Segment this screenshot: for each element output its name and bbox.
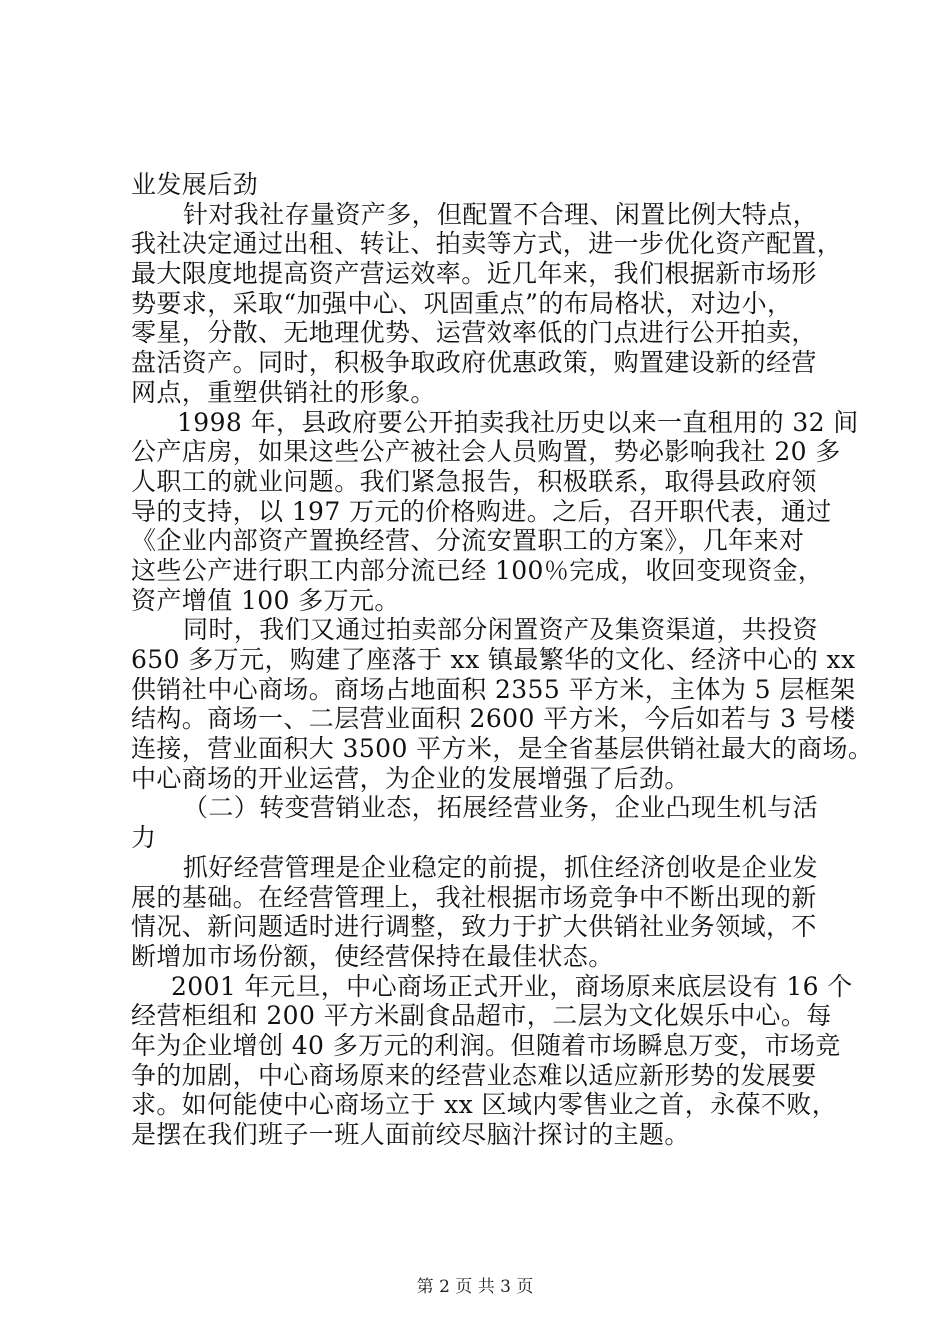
paragraph-start-line: 针对我社存量资产多，但配置不合理、闲置比例大特点， (183, 199, 819, 229)
text-line: 争的加剧，中心商场原来的经营业态难以适应新形势的发展要 (131, 1060, 817, 1090)
text-line: 情况、新问题适时进行调整，致力于扩大供销社业务领域，不 (131, 912, 817, 942)
text-line: 连接，营业面积大 3500 平方米，是全省基层供销社最大的商场。 (131, 734, 874, 764)
text-line: 公产店房，如果这些公产被社会人员购置，势必影响我社 20 多 (131, 437, 841, 467)
paragraph-start-line: 抓好经营管理是企业稳定的前提，抓住经济创收是企业发 (183, 852, 819, 882)
text-line: 我社决定通过出租、转让、拍卖等方式，进一步优化资产配置， (131, 229, 843, 259)
text-line: 导的支持，以 197 万元的价格购进。之后，召开职代表，通过 (131, 496, 832, 526)
text-line: 年为企业增创 40 多万元的利润。但随着市场瞬息万变，市场竞 (131, 1030, 841, 1060)
text-line: 势要求，采取“加强中心、巩固重点”的布局格状，对边小， (131, 288, 793, 318)
text-line: 经营柜组和 200 平方米副食品超市，二层为文化娱乐中心。每 (131, 1001, 832, 1031)
text-line: 结构。商场一、二层营业面积 2600 平方米，今后如若与 3 号楼 (131, 704, 856, 734)
text-line: 人职工的就业问题。我们紧急报告，积极联系，取得县政府领 (131, 466, 817, 496)
text-line: 中心商场的开业运营，为企业的发展增强了后劲。 (131, 763, 690, 793)
paragraph-start-line: 同时，我们又通过拍卖部分闲置资产及集资渠道，共投资 (183, 615, 819, 645)
paragraph-start-line: 1998 年，县政府要公开拍卖我社历史以来一直租用的 32 间 (177, 407, 859, 437)
text-line: 业发展后劲 (131, 170, 259, 199)
text-line: 零星，分散、无地理优势、运营效率低的门点进行公开拍卖， (131, 318, 817, 348)
text-line: 650 多万元，购建了座落于 xx 镇最繁华的文化、经济中心的 xx (131, 645, 856, 674)
text-line: 《企业内部资产置换经营、分流安置职工的方案》，几年来对 (131, 526, 805, 556)
text-line: 盘活资产。同时，积极争取政府优惠政策，购置建设新的经营 (131, 348, 817, 378)
paragraph-start-line: 2001 年元旦，中心商场正式开业，商场原来底层设有 16 个 (171, 971, 853, 1001)
text-line: 资产增值 100 多万元。 (131, 585, 400, 615)
text-line: 最大限度地提高资产营运效率。近几年来，我们根据新市场形 (131, 259, 817, 289)
text-line: 展的基础。在经营管理上，我社根据市场竞争中不断出现的新 (131, 882, 817, 912)
section-heading-line: （二）转变营销业态，拓展经营业务，企业凸现生机与活 (183, 793, 819, 823)
text-line: 这些公产进行职工内部分流已经 100％完成，收回变现资金， (131, 555, 824, 585)
text-line: 断增加市场份额，使经营保持在最佳状态。 (131, 941, 614, 971)
body-text (131, 170, 874, 1150)
page-number-footer: 第 2 页 共 3 页 (416, 1277, 534, 1297)
text-line: 网点，重塑供销社的形象。 (131, 377, 436, 407)
section-heading-line: 力 (131, 823, 157, 853)
text-line: 供销社中心商场。商场占地面积 2355 平方米，主体为 5 层框架 (131, 674, 856, 704)
text-line: 是摆在我们班子一班人面前绞尽脑汁探讨的主题。 (131, 1120, 690, 1149)
text-line: 求。如何能使中心商场立于 xx 区域内零售业之首，永葆不败， (131, 1090, 838, 1120)
